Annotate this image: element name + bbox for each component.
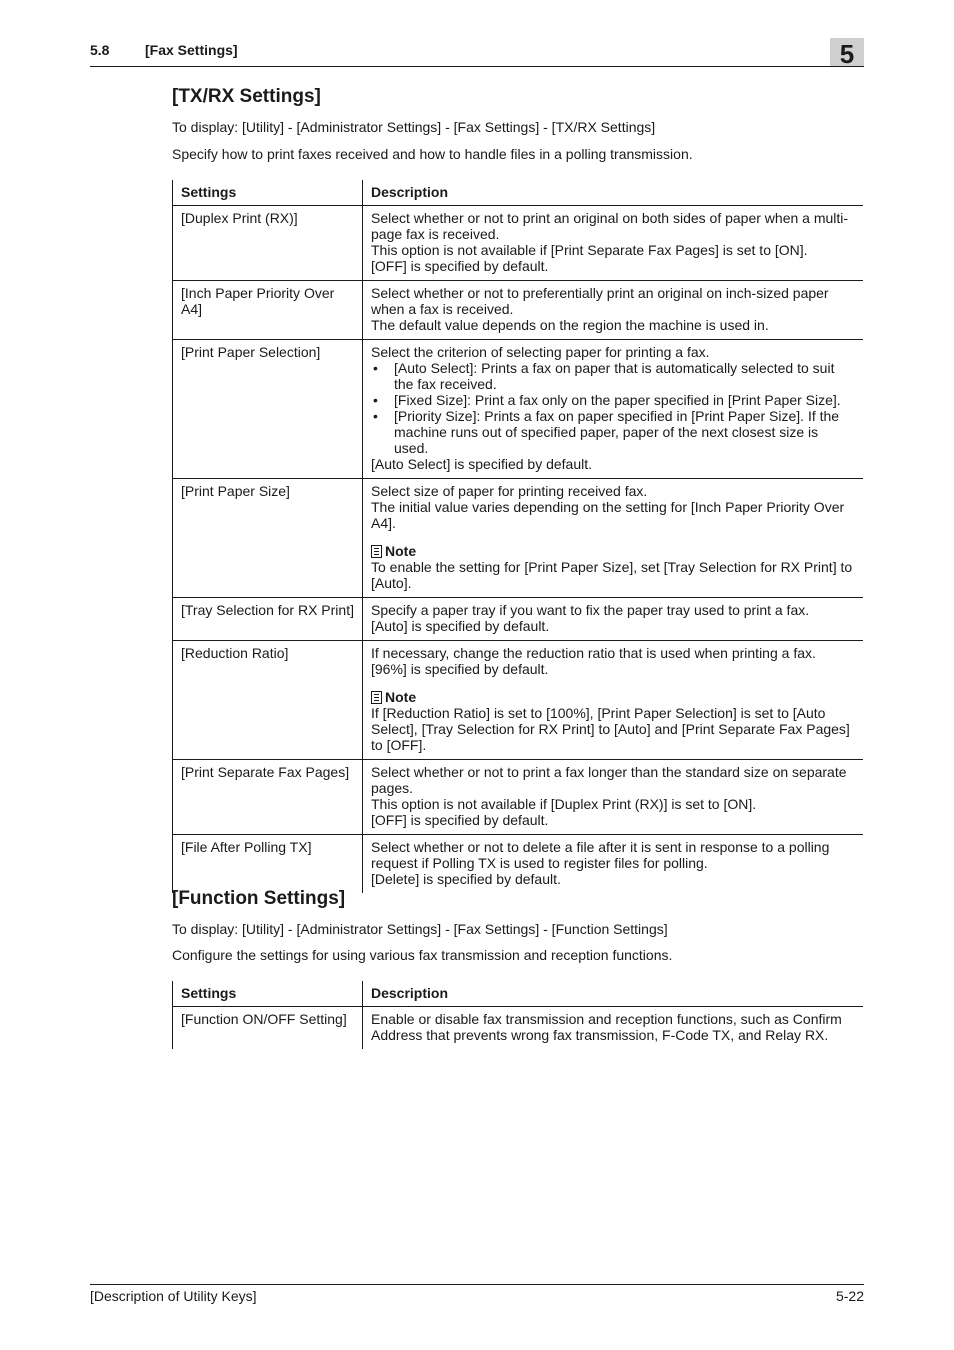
footer-chapter-title: [Description of Utility Keys]	[90, 1288, 257, 1304]
table-header-row	[173, 981, 864, 1007]
function-settings-table	[172, 981, 863, 1049]
setting-description	[363, 835, 864, 894]
page-footer	[90, 1284, 864, 1304]
note-heading	[371, 689, 855, 705]
table-row	[173, 641, 864, 760]
setting-name: [Function ON/OFF Setting]	[173, 1007, 363, 1050]
table-row	[173, 760, 864, 835]
txrx-heading: [TX/RX Settings]	[172, 86, 321, 107]
setting-name: [File After Polling TX]	[173, 835, 363, 894]
table-row	[173, 206, 864, 281]
table-header-row	[173, 180, 864, 206]
column-header-description: Description	[363, 180, 864, 206]
setting-name: [Print Paper Size]	[173, 479, 363, 598]
bullet-icon: •	[373, 408, 378, 424]
description-line: Select whether or not to preferentially print an original on inch-sized paper when a fax is received.	[371, 285, 829, 317]
setting-name: [Tray Selection for RX Print]	[173, 598, 363, 641]
description-line: [96%] is specified by default.	[371, 661, 549, 677]
note-label: Note	[385, 689, 417, 705]
function-section	[172, 888, 863, 1049]
option-list	[371, 360, 855, 456]
description-line: Enable or disable fax transmission and reception functions, such as Confirm Address that prevents wrong fax transmission, F-Code TX, and Relay RX.	[371, 1011, 842, 1043]
setting-name: [Duplex Print (RX)]	[173, 206, 363, 281]
description-line: [Delete] is specified by default.	[371, 871, 561, 887]
section-number: 5.8	[90, 42, 110, 58]
setting-name: [Reduction Ratio]	[173, 641, 363, 760]
description-line: Select size of paper for printing received fax.	[371, 483, 648, 499]
setting-description	[363, 641, 864, 760]
txrx-section	[172, 86, 863, 893]
list-item	[371, 392, 855, 408]
description-line: Select whether or not to delete a file after it is sent in response to a polling request if Polling TX is used to register files for polling.	[371, 839, 830, 871]
bullet-icon: •	[373, 360, 378, 376]
setting-description	[363, 598, 864, 641]
note-label: Note	[385, 543, 417, 559]
note-icon	[371, 691, 382, 704]
note-icon	[371, 545, 382, 558]
description-line: Select whether or not to print an original on both sides of paper when a multi-page fax is received.	[371, 210, 849, 242]
table-row	[173, 479, 864, 598]
description-line: This option is not available if [Print Separate Fax Pages] is set to [ON].	[371, 242, 808, 258]
section-title: [Fax Settings]	[145, 42, 238, 58]
setting-description	[363, 760, 864, 835]
description-line: The default value depends on the region the machine is used in.	[371, 317, 769, 333]
description-line: Select the criterion of selecting paper for printing a fax.	[371, 344, 710, 360]
column-header-description: Description	[363, 981, 864, 1007]
table-row	[173, 1007, 864, 1050]
table-row	[173, 598, 864, 641]
list-item	[371, 360, 855, 392]
page-header	[90, 36, 864, 67]
description-line: The initial value varies depending on the setting for [Inch Paper Priority Over A4].	[371, 499, 845, 531]
function-display-path: To display: [Utility] - [Administrator Settings] - [Fax Settings] - [Function Settings]	[172, 921, 668, 937]
txrx-intro: Specify how to print faxes received and how to handle files in a polling transmission.	[172, 146, 693, 162]
page-number: 5-22	[835, 1288, 864, 1304]
note-block	[371, 543, 855, 591]
description-line: [OFF] is specified by default.	[371, 812, 549, 828]
note-text: To enable the setting for [Print Paper Size], set [Tray Selection for RX Print] to [Auto].	[371, 559, 853, 591]
setting-description	[363, 340, 864, 479]
description-line: If necessary, change the reduction ratio that is used when printing a fax.	[371, 645, 816, 661]
column-header-settings: Settings	[173, 981, 363, 1007]
description-line: Specify a paper tray if you want to fix the paper tray used to print a fax.	[371, 602, 810, 618]
table-row	[173, 340, 864, 479]
setting-description	[363, 1007, 864, 1050]
setting-description	[363, 206, 864, 281]
bullet-icon: •	[373, 392, 378, 408]
table-row	[173, 281, 864, 340]
table-row	[173, 835, 864, 894]
chapter-number-tab: 5	[830, 38, 864, 66]
description-line: Select whether or not to print a fax longer than the standard size on separate pages.	[371, 764, 847, 796]
function-intro: Configure the settings for using various fax transmission and reception functions.	[172, 947, 673, 963]
setting-description	[363, 479, 864, 598]
description-line: [Auto Select] is specified by default.	[371, 456, 593, 472]
txrx-settings-table	[172, 180, 863, 893]
setting-name: [Inch Paper Priority Over A4]	[173, 281, 363, 340]
setting-description	[363, 281, 864, 340]
description-line: [OFF] is specified by default.	[371, 258, 549, 274]
description-line: [Auto] is specified by default.	[371, 618, 550, 634]
list-item	[371, 408, 855, 456]
setting-name: [Print Separate Fax Pages]	[173, 760, 363, 835]
column-header-settings: Settings	[173, 180, 363, 206]
list-item-text: [Fixed Size]: Print a fax only on the paper specified in [Print Paper Size].	[394, 392, 841, 408]
note-heading	[371, 543, 855, 559]
note-block	[371, 689, 855, 753]
list-item-text: [Auto Select]: Prints a fax on paper that is automatically selected to suit the fax received.	[394, 360, 835, 392]
list-item-text: [Priority Size]: Prints a fax on paper specified in [Print Paper Size]. If the machine runs out of specified paper, paper of the next closest size is used.	[394, 408, 840, 456]
function-heading: [Function Settings]	[172, 888, 346, 909]
note-text: If [Reduction Ratio] is set to [100%], [Print Paper Selection] is set to [Auto Select], [Tray Selection for RX Print] to [Auto] and [Print Separate Fax Pages] to [OFF].	[371, 705, 850, 753]
description-line: This option is not available if [Duplex Print (RX)] is set to [ON].	[371, 796, 757, 812]
txrx-display-path: To display: [Utility] - [Administrator Settings] - [Fax Settings] - [TX/RX Settings]	[172, 119, 656, 135]
setting-name: [Print Paper Selection]	[173, 340, 363, 479]
